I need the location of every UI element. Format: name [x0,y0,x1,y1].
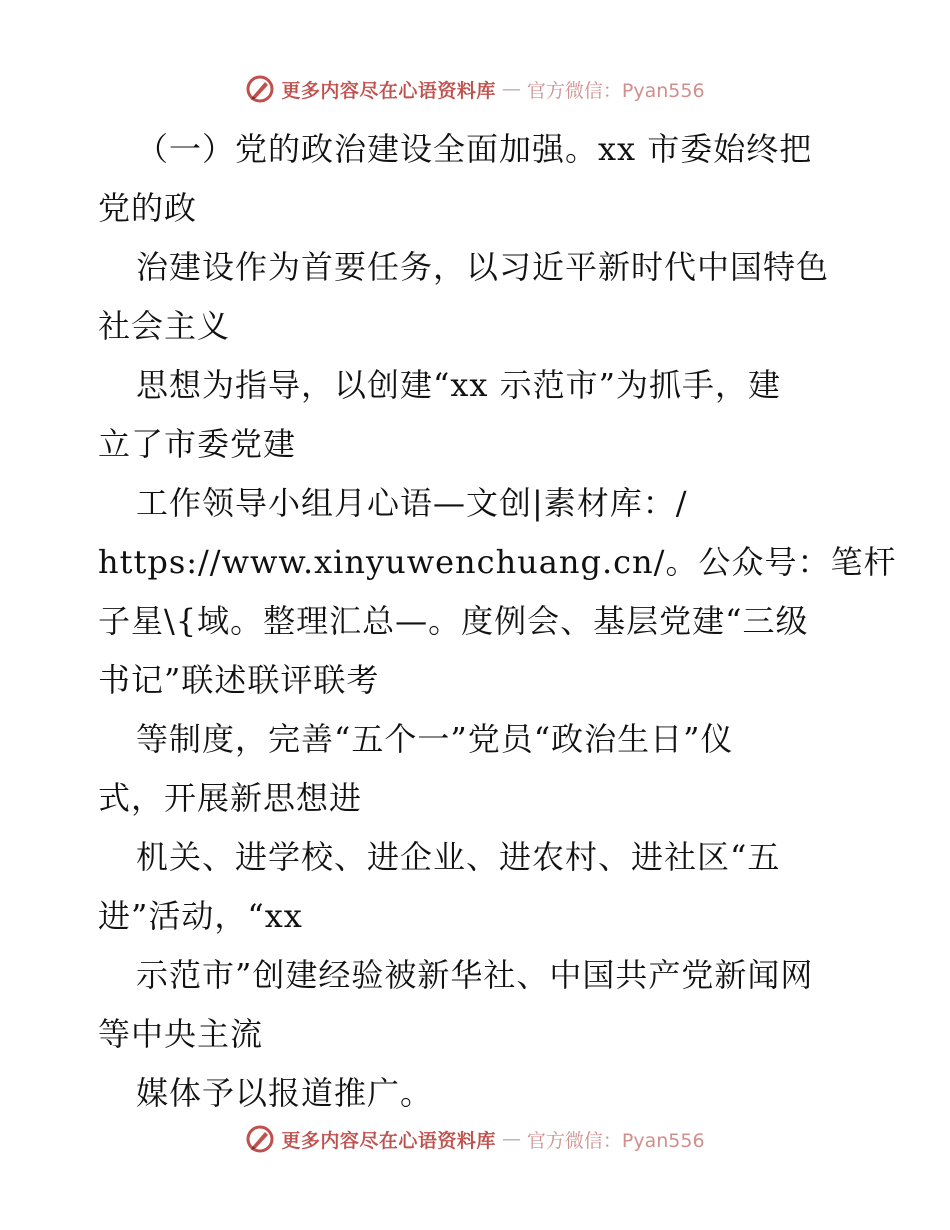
banner-separator: — [501,1128,521,1150]
banner-wechat: 官方微信：Pyan556 [526,79,705,102]
body-line: 治建设作为首要任务，以习近平新时代中国特色 [136,248,830,286]
banner-slogan: 更多内容尽在心语资料库 [281,79,496,102]
body-line: 示范市”创建经验被新华社、中国共产党新闻网 [136,956,814,994]
body-line: 立了市委党建 [98,425,297,463]
body-line: 媒体予以报道推广。 [136,1074,434,1112]
body-line: 机关、进学校、进企业、进农村、进社区“五 [136,838,781,876]
pen-circle-logo-icon [245,74,275,104]
body-line: 式，开展新思想进 [98,779,363,817]
body-line: 书记”联述联评联考 [98,661,380,699]
body-line: 社会主义 [98,307,231,345]
body-line: 等制度，完善“五个一”党员“政治生日”仪 [136,720,734,758]
document-body [98,120,897,1123]
body-line: （一）党的政治建设全面加强。xx 市委始终把 [136,130,813,168]
body-line: 进”活动，“xx [98,897,303,935]
header-banner [0,74,950,104]
body-line: 子星\{域。整理汇总—。度例会、基层党建“三级 [98,602,809,640]
footer-banner [0,1124,950,1154]
banner-wechat: 官方微信：Pyan556 [526,1129,705,1152]
body-line: 党的政 [98,189,198,227]
pen-circle-logo-icon [245,1124,275,1154]
body-line: 思想为指导，以创建“xx 示范市”为抓手，建 [136,366,781,404]
banner-separator: — [501,78,521,100]
banner-slogan: 更多内容尽在心语资料库 [281,1129,496,1152]
body-line: 工作领导小组月心语—文创|素材库：/ [136,484,688,522]
body-line: 等中央主流 [98,1015,264,1053]
body-line: https://www.xinyuwenchuang.cn/。公众号：笔杆 [98,543,897,581]
